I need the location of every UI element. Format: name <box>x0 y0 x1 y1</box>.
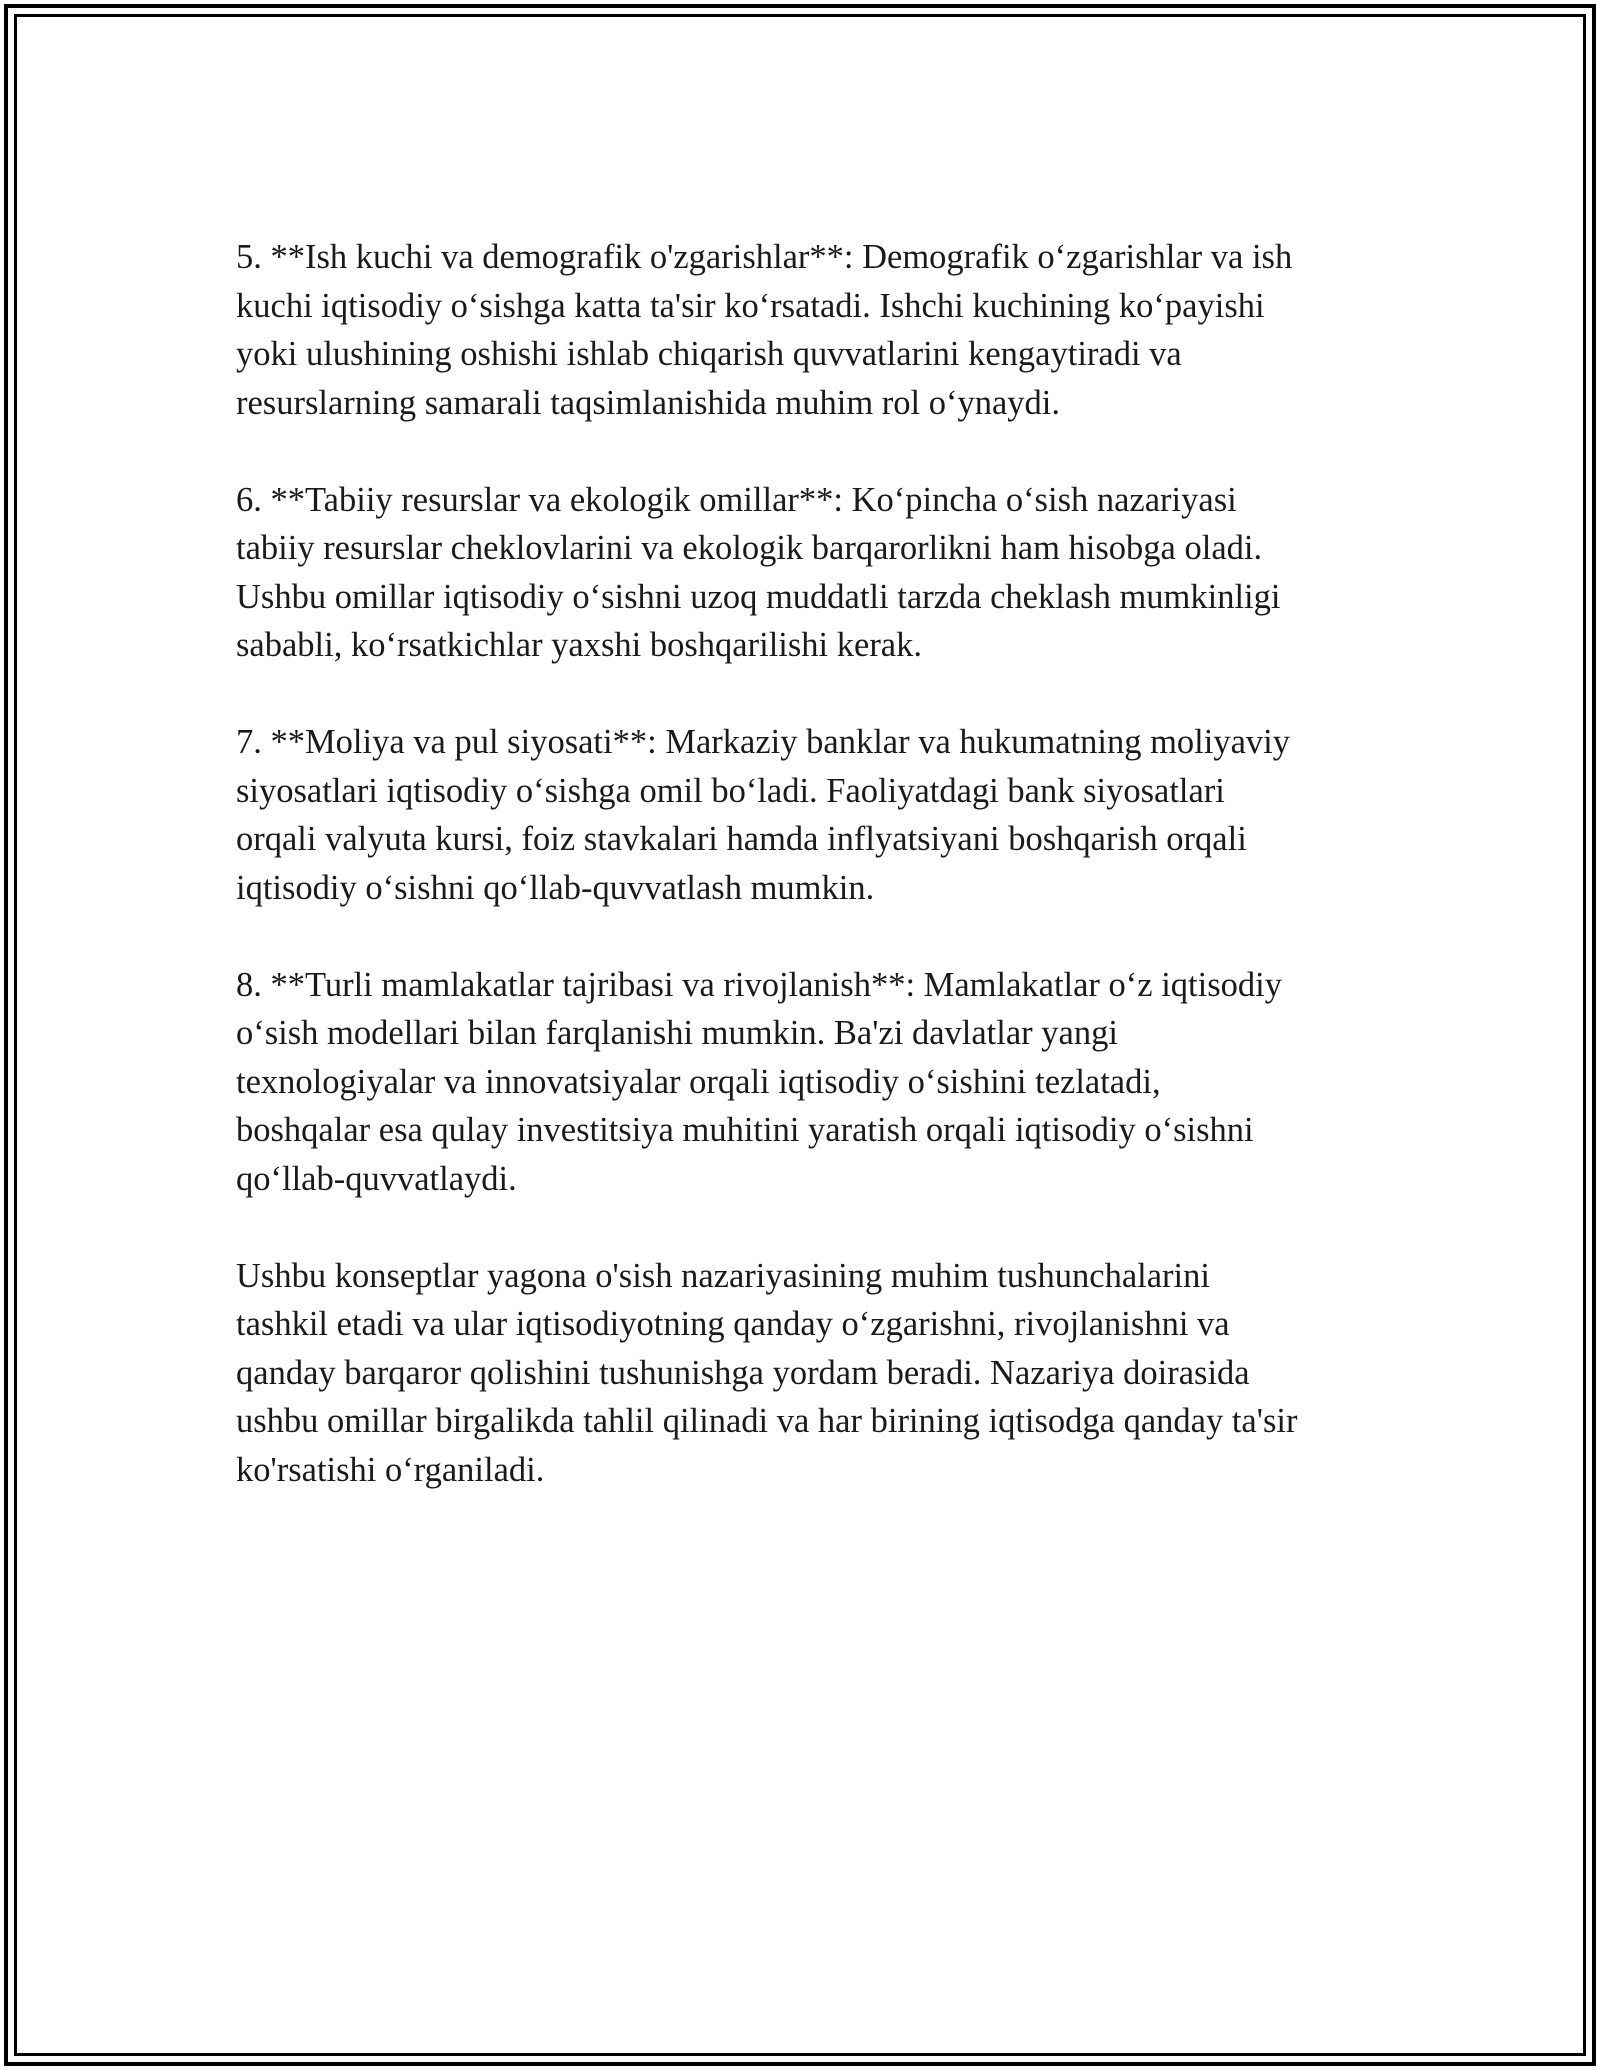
paragraph-country-experience <box>236 961 1376 1204</box>
text-line: orqali valyuta kursi, foiz stavkalari hamda inflyatsiyani boshqarish orqali <box>236 820 1247 858</box>
paragraph-monetary-policy <box>236 718 1376 912</box>
paragraph-conclusion <box>236 1252 1376 1495</box>
text-line: sababli, ko‘rsatkichlar yaxshi boshqarilishi kerak. <box>236 626 922 664</box>
text-line: tabiiy resurslar cheklovlarini va ekologik barqarorlikni ham hisobga oladi. <box>236 529 1263 567</box>
text-line: boshqalar esa qulay investitsiya muhitini yaratish orqali iqtisodiy o‘sishni <box>236 1111 1254 1149</box>
text-line: ushbu omillar birgalikda tahlil qilinadi va har birining iqtisodga qanday ta'sir <box>236 1402 1298 1440</box>
document-body <box>236 233 1376 1543</box>
text-line: kuchi iqtisodiy o‘sishga katta ta'sir ko‘rsatadi. Ishchi kuchining ko‘payishi <box>236 286 1265 325</box>
text-line: tashkil etadi va ular iqtisodiyotning qanday o‘zgarishni, rivojlanishni va <box>236 1305 1230 1343</box>
text-line: o‘sish modellari bilan farqlanishi mumkin. Ba'zi davlatlar yangi <box>236 1014 1118 1052</box>
text-line: yoki ulushining oshishi ishlab chiqarish quvvatlarini kengaytiradi va <box>236 335 1182 373</box>
text-line: siyosatlari iqtisodiy o‘sishga omil bo‘ladi. Faoliyatdagi bank siyosatlari <box>236 771 1225 810</box>
text-line: 5. **Ish kuchi va demografik o'zgarishlar**: Demografik o‘zgarishlar va ish <box>236 238 1293 276</box>
text-line: Ushbu konseptlar yagona o'sish nazariyasining muhim tushunchalarini <box>236 1256 1210 1295</box>
text-line: qo‘llab-quvvatlaydi. <box>236 1159 517 1198</box>
paragraph-labor-demography <box>236 233 1376 427</box>
text-line: 7. **Moliya va pul siyosati**: Markaziy banklar va hukumatning moliyaviy <box>236 723 1290 761</box>
text-line: Ushbu omillar iqtisodiy o‘sishni uzoq muddatli tarzda cheklash mumkinligi <box>236 577 1281 616</box>
text-line: 6. **Tabiiy resurslar va ekologik omillar**: Ko‘pincha o‘sish nazariyasi <box>236 480 1237 519</box>
text-line: iqtisodiy o‘sishni qo‘llab-quvvatlash mumkin. <box>236 868 875 907</box>
text-line: texnologiyalar va innovatsiyalar orqali iqtisodiy o‘sishini tezlatadi, <box>236 1062 1161 1101</box>
text-line: qanday barqaror qolishini tushunishga yordam beradi. Nazariya doirasida <box>236 1353 1250 1392</box>
text-line: ko'rsatishi o‘rganiladi. <box>236 1450 545 1489</box>
text-line: resurslarning samarali taqsimlanishida muhim rol o‘ynaydi. <box>236 383 1060 422</box>
paragraph-natural-resources <box>236 476 1376 670</box>
text-line: 8. **Turli mamlakatlar tajribasi va rivojlanish**: Mamlakatlar o‘z iqtisodiy <box>236 965 1282 1004</box>
